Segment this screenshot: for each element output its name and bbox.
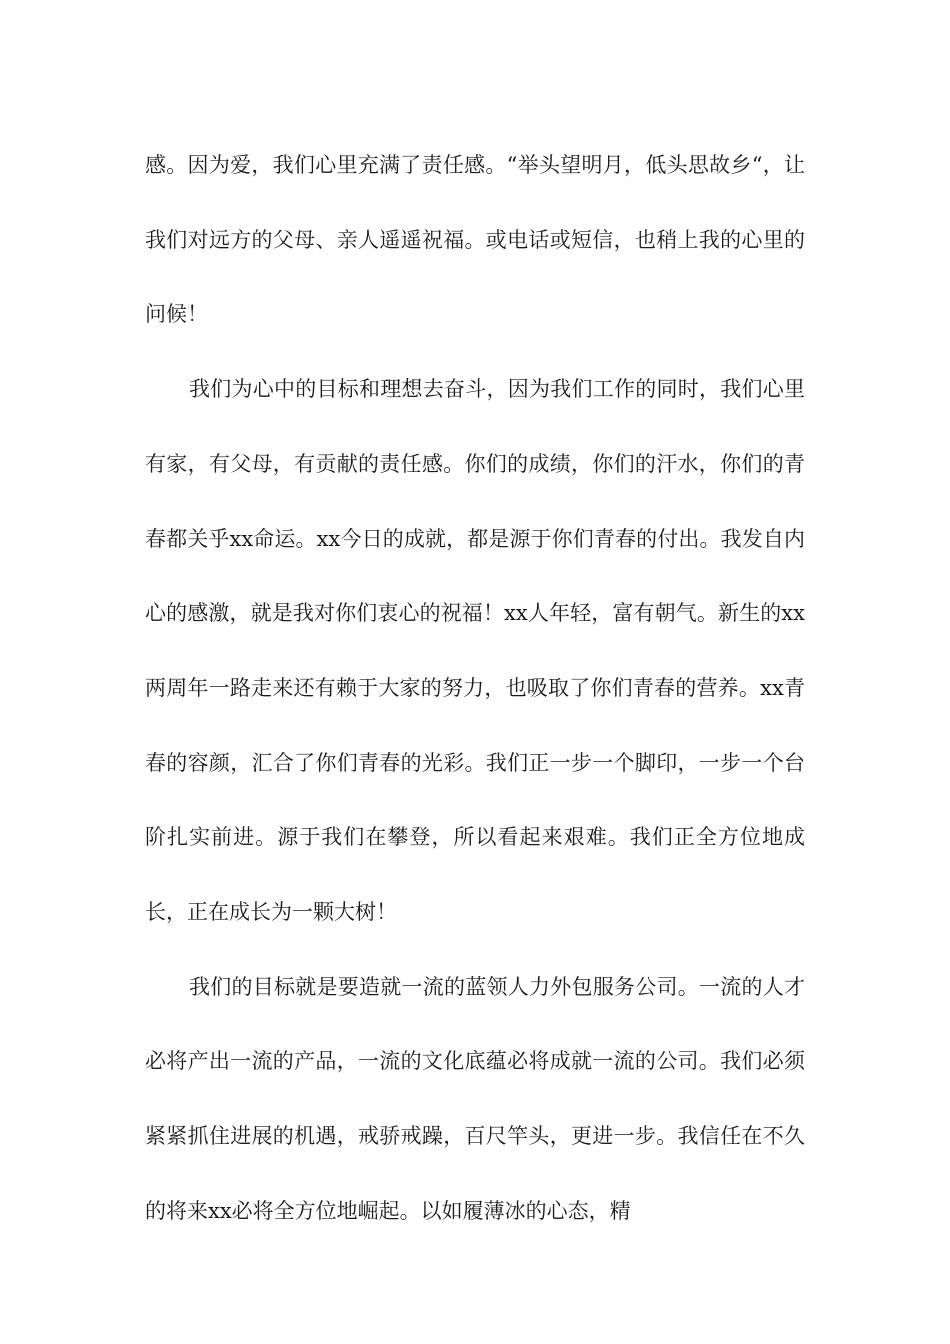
paragraph-1: 感。因为爱，我们心里充满了责任感。“举头望明月，低头思故乡“，让我们对远方的父母、亲人遥遥祝福。或电话或短信，也稍上我的心里的问候！	[145, 153, 805, 327]
paragraph-2: 我们为心中的目标和理想去奋斗，因为我们工作的同时，我们心里有家，有父母，有贡献的责任感。你们的成绩，你们的汗水，你们的青春都关乎xx命运。xx今日的成就，都是源于你们青春的付出。我发自内心的感激，就是我对你们衷心的祝福！xx人年轻，富有朝气。新生的xx两周年一路走来还有赖于大家的努力，也吸取了你们青春的营养。xx青春的容颜，汇合了你们青春的光彩。我们正一步一个脚印，一步一个台阶扎实前进。源于我们在攀登，所以看起来艰难。我们正全方位地成长，正在成长为一颗大树！	[145, 377, 805, 925]
document-body	[145, 128, 805, 1249]
paragraph-3: 我们的目标就是要造就一流的蓝领人力外包服务公司。一流的人才必将产出一流的产品，一流的文化底蕴必将成就一流的公司。我们必须紧紧抓住进展的机遇，戒骄戒躁，百尺竿头，更进一步。我信任在不久的将来xx必将全方位地崛起。以如履薄冰的心态，精	[145, 974, 805, 1223]
